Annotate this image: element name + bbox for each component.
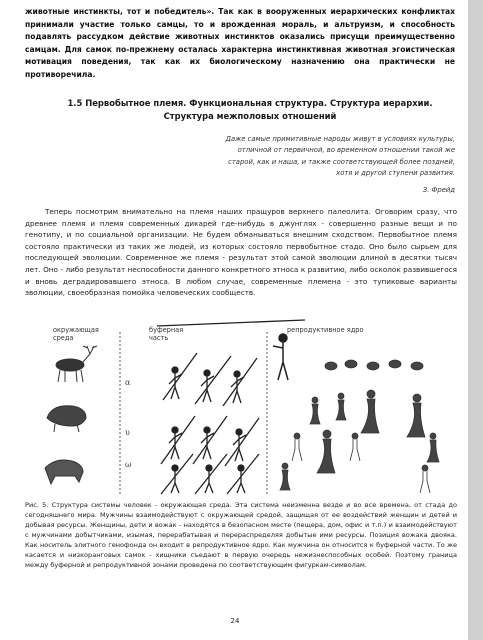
epigraph-author: З. Фрейд (422, 186, 455, 194)
figure-drawing (25, 318, 457, 498)
sabertooth-icon (45, 460, 83, 484)
greek-alpha: α (125, 378, 131, 387)
leader-icon (273, 334, 288, 380)
deer-icon (56, 346, 97, 382)
section-title-line1: 1.5 Первобытное племя. Функциональная структура. Структура иерархии. (67, 98, 433, 108)
intro-paragraph: животные инстинкты, тот и победитель». Так как в вооруженных иерархических конфликтах принимали участие только самцы, то и врожденная мораль, и альтруизм, и способность подавлять рассудком действие животных инстинктов оказались присущи преимущественно самцам. Для самок по-прежнему осталась характерна инстинктивная животная эгоистическая мотивация поведения, так как их биологическому назначению она практически не противоречила. (25, 7, 455, 79)
greek-omega: ω (125, 460, 132, 469)
viewer-margin (468, 0, 483, 640)
figure-caption: Рис. 5. Структура системы человек - окружающая среда. Эта система неизменна везде и во все времена, от стада до сегодняшнего мира. Мужчины взаимодействуют с окружающей средой, защищая от ее воздействий женщин и детей и добывая ресурсы. Женщины, дети и вожак - находятся в безопасном месте (пещера, дом, офис и т.п.) и взаимодействуют с мужчинами добытчиками, изымая, перерабатывая и перераспределяя добытые ими ресурсы. Позиция вожака двояка. Как носитель элитного генофонда он входит в репродуктивное ядро. Как мужчина он относится к буферной части. То же касается и низкоранговых самок - хищники съедают в первую очередь нежизнеспособных особей. Поэтому граница между буферной и репродуктивной зонами проведена по соответствующим фигуркам-символам. (25, 501, 457, 569)
label-core: репродуктивное ядро (287, 326, 364, 334)
women-children-icon (280, 360, 439, 493)
greek-upsilon: υ (125, 428, 130, 437)
label-environment: окружающая среда (53, 326, 99, 342)
section-title-line2: Структура межполовых отношений (163, 111, 337, 121)
figure-illustration (25, 318, 457, 498)
body-paragraph: Теперь посмотрим внимательно на племя наших пращуров верхнего палеолита. Оговорим сразу, что древнее племя и племя современных дикарей где-нибудь в джунглях - совершенно разные вещи и по генотипу, и по социальной организации. Не будем обманываться внешним сходством. Первобытное племя состояло практически из таких же людей, из которых состояло первобытное стадо. Оно было сырьем для последующей эволюции. Современное же племя - результат этой самой эволюции длиной в десятки тысяч лет. Оно - либо результат неспособности данного конкретного этноса к развитию, либо осколок развившегося и вновь деградировавшего этноса. В любом случае, современные племена - это тупиковые варианты эволюции, своеобразная помойка человеческих сообществ. (25, 207, 457, 298)
page-number: 24 (230, 617, 240, 625)
label-buffer: буферная часть (149, 326, 184, 342)
epigraph-text: Даже самые примитивные народы живут в условиях культуры, отличной от первичной, во временном отношении такой же старой, как и наша, и также соответствующей более поздней, хотя и другой ступени развития. (225, 135, 455, 177)
bison-icon (47, 406, 86, 432)
